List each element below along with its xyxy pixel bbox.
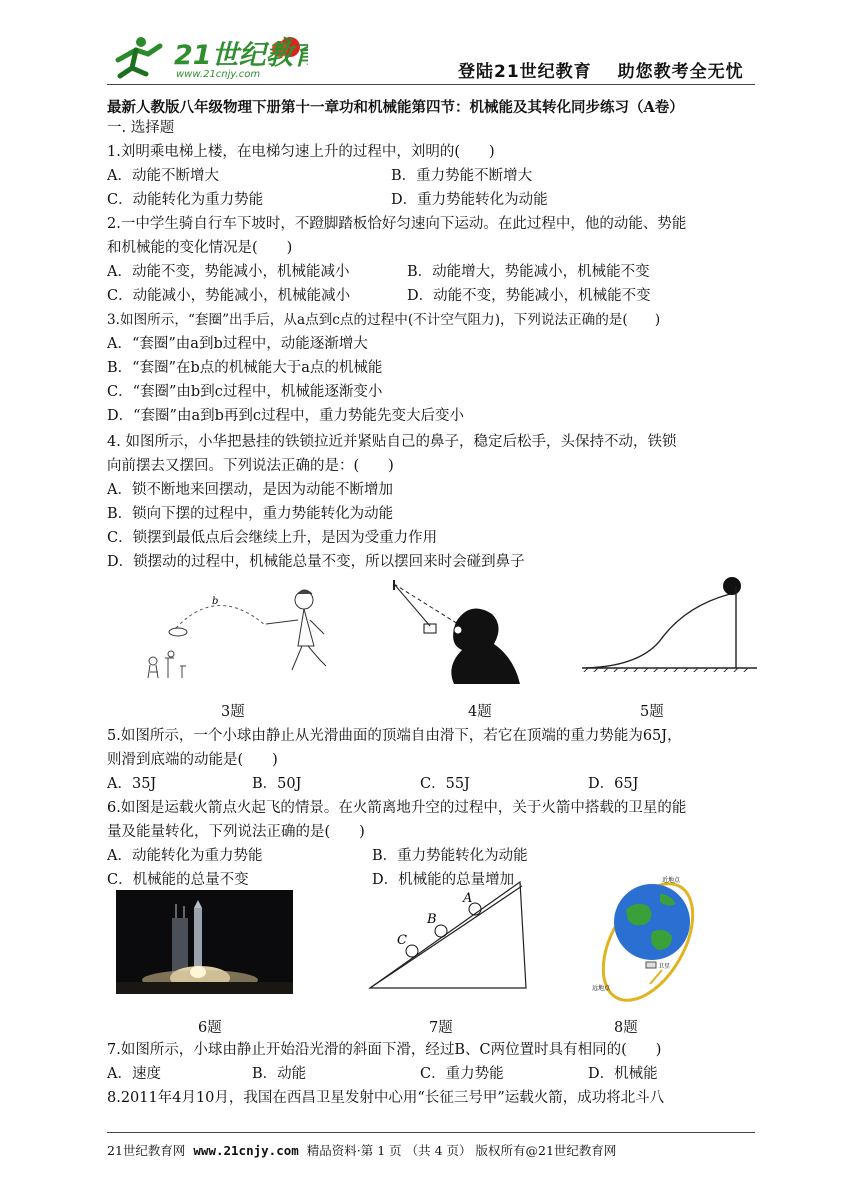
q2-option-a: A．动能不变，势能减小，机械能减小	[107, 264, 350, 280]
target-animals	[148, 651, 186, 678]
q7-option-b: B．动能	[252, 1066, 307, 1082]
svg-text:21世纪教育: 21世纪教育	[174, 40, 308, 71]
q6-option-c: C．机械能的总量不变	[107, 872, 249, 888]
question-8: 8.2011年4月10月，我国在西昌卫星发射中心用“长征三号甲”运载火箭，成功将北斗八	[107, 1090, 665, 1106]
q5-option-a: A．35J	[107, 776, 157, 792]
figure-6-rocket-launch-photo	[116, 890, 293, 994]
caption-5: 5题	[640, 704, 664, 720]
q6-option-d: D．机械能的总量增加	[372, 872, 515, 888]
question-4: 4. 如图所示，小华把悬挂的铁锁拉近并紧贴自己的鼻子，稳定后松手，头保持不动，铁锁	[107, 434, 677, 450]
runner-icon	[118, 37, 160, 76]
q1-option-c: C．动能转化为重力势能	[107, 192, 264, 208]
figure-3-ring-toss	[138, 586, 338, 686]
section-heading: 一. 选择题	[107, 120, 175, 136]
svg-text:A: A	[463, 891, 473, 906]
q4-option-a: A．锁不断地来回摆动，是因为动能不断增加	[107, 482, 393, 498]
question-3: 3.如图所示，“套圈”出手后，从a点到c点的过程中(不计空气阻力)，下列说法正确的是( )	[107, 312, 661, 328]
svg-text:卫星: 卫星	[658, 963, 671, 970]
q2-option-c: C．动能减小，势能减小，机械能减小	[107, 288, 351, 304]
figure-8-satellite-orbit	[590, 872, 706, 1002]
footer-left: 21世纪教育网	[107, 1143, 186, 1158]
q4-option-c: C．锁摆到最低点后会继续上升，是因为受重力作用	[107, 530, 438, 546]
q5-option-d: D．65J	[588, 776, 639, 792]
header-rule	[107, 84, 755, 85]
footer-right: 精品资料·第 1 页 （共 4 页） 版权所有@21世纪教育网	[306, 1143, 617, 1158]
figure-4-pendulum	[390, 580, 525, 686]
q4-option-d: D．锁摆动的过程中，机械能总量不变，所以摆回来时会碰到鼻子	[107, 554, 525, 570]
slogan-left: 登陆21世纪教育	[458, 62, 592, 82]
footer-site-link[interactable]: www.21cnjy.com	[193, 1143, 299, 1158]
svg-text:B: B	[427, 912, 437, 927]
caption-7: 7题	[429, 1020, 453, 1036]
figure-5-curved-track	[582, 576, 762, 672]
q3-option-d: D．“套圈”由a到b再到c过程中，重力势能先变大后变小	[107, 408, 464, 424]
q7-option-d: D．机械能	[588, 1066, 658, 1082]
q2-option-b: B．动能增大，势能减小，机械能不变	[407, 264, 650, 280]
svg-text:b: b	[212, 596, 219, 607]
svg-text:远地点: 远地点	[592, 985, 611, 992]
question-6-cont: 量及能量转化，下列说法正确的是( )	[107, 824, 365, 840]
slogan-right: 助您教考全无忧	[617, 62, 744, 82]
footer-rule	[107, 1132, 755, 1133]
q6-option-b: B．重力势能转化为动能	[372, 848, 528, 864]
question-1: 1.刘明乘电梯上楼，在电梯匀速上升的过程中，刘明的( )	[107, 144, 495, 160]
q1-option-d: D．重力势能转化为动能	[391, 192, 548, 208]
q4-option-b: B．锁向下摆的过程中，重力势能转化为动能	[107, 506, 394, 522]
figure-7-incline	[366, 862, 532, 992]
q1-option-a: A．动能不断增大	[107, 168, 219, 184]
q5-option-c: C．55J	[420, 776, 470, 792]
svg-text:www.21cnjy.com: www.21cnjy.com	[176, 69, 261, 80]
caption-3: 3题	[221, 704, 245, 720]
question-5-cont: 则滑到底端的动能是( )	[107, 752, 278, 768]
caption-4: 4题	[468, 704, 492, 720]
caption-6: 6题	[198, 1020, 222, 1036]
question-5: 5.如图所示，一个小球由静止从光滑曲面的顶端自由滑下，若它在顶端的重力势能为65J，	[107, 728, 682, 744]
page-footer	[107, 1141, 616, 1159]
caption-8: 8题	[614, 1020, 638, 1036]
svg-text:C: C	[397, 933, 407, 948]
page-title: 最新人教版八年级物理下册第十一章功和机械能第四节：机械能及其转化同步练习（A卷）	[107, 99, 684, 116]
question-4-cont: 向前摆去又摆回。下列说法正确的是：( )	[107, 458, 394, 474]
q5-option-b: B．50J	[252, 776, 302, 792]
q3-option-a: A．“套圈”由a到b过程中，动能逐渐增大	[107, 336, 368, 352]
question-6: 6.如图是运载火箭点火起飞的情景。在火箭离地升空的过程中，关于火箭中搭载的卫星的能	[107, 800, 687, 816]
q3-option-c: C．“套圈”由b到c过程中，机械能逐渐变小	[107, 384, 383, 400]
svg-text:近地点: 近地点	[662, 877, 681, 884]
site-logo	[108, 30, 308, 82]
header-slogan	[458, 57, 744, 82]
q3-option-b: B．“套圈”在b点的机械能大于a点的机械能	[107, 360, 383, 376]
q6-option-a: A．动能转化为重力势能	[107, 848, 263, 864]
question-2-cont: 和机械能的变化情况是( )	[107, 240, 293, 256]
q7-option-a: A．速度	[107, 1066, 161, 1082]
q2-option-d: D．动能不变，势能减小，机械能不变	[407, 288, 651, 304]
q1-option-b: B．重力势能不断增大	[391, 168, 533, 184]
question-7: 7.如图所示，小球由静止开始沿光滑的斜面下滑，经过B、C两位置时具有相同的( )	[107, 1042, 662, 1058]
q7-option-c: C．重力势能	[420, 1066, 504, 1082]
question-2: 2.一中学生骑自行车下坡时，不蹬脚踏板恰好匀速向下运动。在此过程中，他的动能、势能	[107, 216, 687, 232]
